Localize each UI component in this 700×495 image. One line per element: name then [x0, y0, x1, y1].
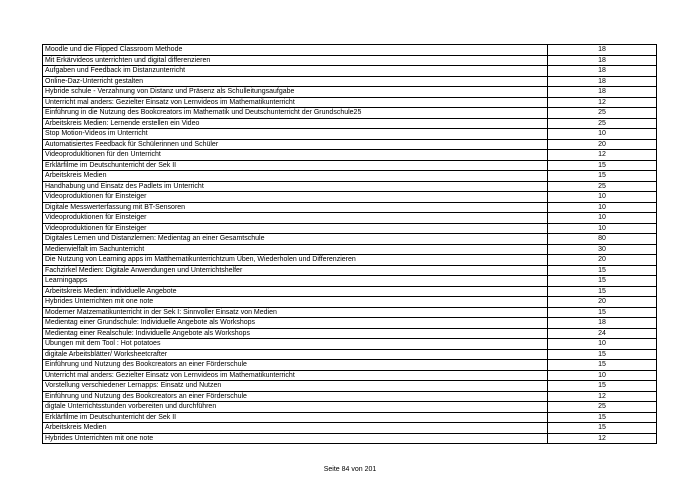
row-title: Vorstellung verschiedener Lernapps: Einsatz und Nutzen	[43, 381, 548, 392]
row-title: Videoprodukltionen für den Unterricht	[43, 150, 548, 161]
row-count: 12	[548, 391, 657, 402]
row-count: 18	[548, 55, 657, 66]
row-count: 15	[548, 423, 657, 434]
table-row	[43, 423, 657, 434]
table-row	[43, 339, 657, 350]
row-count: 20	[548, 139, 657, 150]
row-count: 80	[548, 234, 657, 245]
row-count: 15	[548, 276, 657, 287]
table-row	[43, 402, 657, 413]
table-row	[43, 349, 657, 360]
data-table	[42, 44, 657, 444]
row-count: 15	[548, 265, 657, 276]
table-row	[43, 328, 657, 339]
row-title: Automatisiertes Feedback für Schülerinnen und Schüler	[43, 139, 548, 150]
row-title: Unterricht mal anders: Gezielter Einsatz von Lernvideos im Mathematikunterricht	[43, 97, 548, 108]
row-count: 18	[548, 76, 657, 87]
row-title: Erklärfilme im Deutschunterricht der Sek II	[43, 412, 548, 423]
row-count: 12	[548, 97, 657, 108]
row-count: 24	[548, 328, 657, 339]
page-footer: Seite 84 von 201	[323, 466, 377, 473]
table-row	[43, 171, 657, 182]
table-row	[43, 213, 657, 224]
row-count: 15	[548, 160, 657, 171]
table-row	[43, 97, 657, 108]
row-title: Hybrides Unterrichten mit one note	[43, 433, 548, 444]
row-title: Online-Daz-Unterricht gestalten	[43, 76, 548, 87]
table-row	[43, 276, 657, 287]
row-count: 10	[548, 192, 657, 203]
row-title: Arbeitskreis Medien	[43, 423, 548, 434]
row-title: Mit Erkärvideos unterrichten und digital differenzieren	[43, 55, 548, 66]
table-row	[43, 223, 657, 234]
row-title: Stop Motion-Videos im Unterricht	[43, 129, 548, 140]
row-count: 12	[548, 433, 657, 444]
table-row	[43, 370, 657, 381]
table-body	[43, 45, 657, 444]
table-row	[43, 108, 657, 119]
table-row	[43, 55, 657, 66]
table-row	[43, 45, 657, 56]
row-title: Arbeitskreis Medien	[43, 171, 548, 182]
table-row	[43, 150, 657, 161]
row-count: 10	[548, 339, 657, 350]
row-title: digtale Unterrichtsstunden vorbereiten und durchführen	[43, 402, 548, 413]
row-count: 15	[548, 307, 657, 318]
row-title: Einführung und Nutzung des Bookcreators an einer Förderschule	[43, 360, 548, 371]
row-title: Arbeitskreis Medien: individuelle Angebote	[43, 286, 548, 297]
row-title: Aufgaben und Feedback im Distanzunterricht	[43, 66, 548, 77]
row-count: 20	[548, 297, 657, 308]
row-title: Erklärfilme im Deutschunterricht der Sek II	[43, 160, 548, 171]
row-count: 10	[548, 223, 657, 234]
row-title: Hybrides Unterrichten mit one note	[43, 297, 548, 308]
row-title: Moodle und die Flipped Classroom Methode	[43, 45, 548, 56]
row-count: 10	[548, 202, 657, 213]
table-row	[43, 433, 657, 444]
row-title: Videoproduktionen für Einsteiger	[43, 223, 548, 234]
row-count: 18	[548, 318, 657, 329]
row-count: 18	[548, 87, 657, 98]
table-row	[43, 234, 657, 245]
row-title: Digitales Lernen und Distanzlernen: Medientag an einer Gesamtschule	[43, 234, 548, 245]
row-title: Hybride schule - Verzahnung von Distanz und Präsenz als Schulleitungsaufgabe	[43, 87, 548, 98]
table-row	[43, 181, 657, 192]
table-row	[43, 129, 657, 140]
table-row	[43, 160, 657, 171]
row-count: 15	[548, 360, 657, 371]
row-count: 30	[548, 244, 657, 255]
table-row	[43, 412, 657, 423]
row-title: Digitale Messwerterfassung mit BT-Sensoren	[43, 202, 548, 213]
row-count: 25	[548, 181, 657, 192]
table-row	[43, 307, 657, 318]
row-title: Handhabung und Einsatz des Padlets im Unterricht	[43, 181, 548, 192]
row-title: Arbeitskreis Medien: Lernende erstellen ein Video	[43, 118, 548, 129]
row-count: 25	[548, 108, 657, 119]
table-row	[43, 66, 657, 77]
row-title: Medientag einer Realschule: Individuelle Angebote als Workshops	[43, 328, 548, 339]
row-count: 10	[548, 129, 657, 140]
table-row	[43, 286, 657, 297]
row-title: Learningapps	[43, 276, 548, 287]
row-title: Übungen mit dem Tool : Hot potatoes	[43, 339, 548, 350]
row-count: 18	[548, 45, 657, 56]
table-row	[43, 318, 657, 329]
row-count: 15	[548, 412, 657, 423]
row-count: 18	[548, 66, 657, 77]
table-row	[43, 139, 657, 150]
row-title: digitale Arbeitsblätter/ Worksheetcrafter	[43, 349, 548, 360]
row-count: 12	[548, 150, 657, 161]
row-count: 15	[548, 286, 657, 297]
table-row	[43, 192, 657, 203]
row-count: 10	[548, 213, 657, 224]
row-title: Moderner Matzematikunterricht in der Sek I: Sinnvoller Einsatz von Medien	[43, 307, 548, 318]
row-title: Medientag einer Grundschule: Individuelle Angebote als Workshops	[43, 318, 548, 329]
table-row	[43, 76, 657, 87]
table-row	[43, 391, 657, 402]
table-row	[43, 87, 657, 98]
table-row	[43, 244, 657, 255]
row-count: 10	[548, 370, 657, 381]
row-count: 25	[548, 118, 657, 129]
row-count: 15	[548, 171, 657, 182]
row-title: Medienvielfalt im Sachunterricht	[43, 244, 548, 255]
table-row	[43, 255, 657, 266]
row-count: 20	[548, 255, 657, 266]
row-count: 25	[548, 402, 657, 413]
table-row	[43, 202, 657, 213]
row-title: Einführung in die Nutzung des Bookcreators im Mathematik und Deutschunterricht der Grundschule25	[43, 108, 548, 119]
table-row	[43, 297, 657, 308]
row-title: Die Nutzung von Learning apps im Matthematikunterrichtzum Üben, Wiederholen und Differenzieren	[43, 255, 548, 266]
row-title: Videoproduktionen für Einsteiger	[43, 192, 548, 203]
table-row	[43, 381, 657, 392]
row-count: 15	[548, 381, 657, 392]
table-row	[43, 118, 657, 129]
row-title: Einführung und Nutzung des Bookcreators an einer Förderschule	[43, 391, 548, 402]
row-title: Unterricht mal anders: Gezielter Einsatz von Lernvideos im Mathematikunterricht	[43, 370, 548, 381]
row-title: Fachzirkel Medien: Digitale Anwendungen und Unterrichtshelfer	[43, 265, 548, 276]
table-row	[43, 360, 657, 371]
row-title: Videoproduktionen für Einsteiger	[43, 213, 548, 224]
table-row	[43, 265, 657, 276]
row-count: 15	[548, 349, 657, 360]
